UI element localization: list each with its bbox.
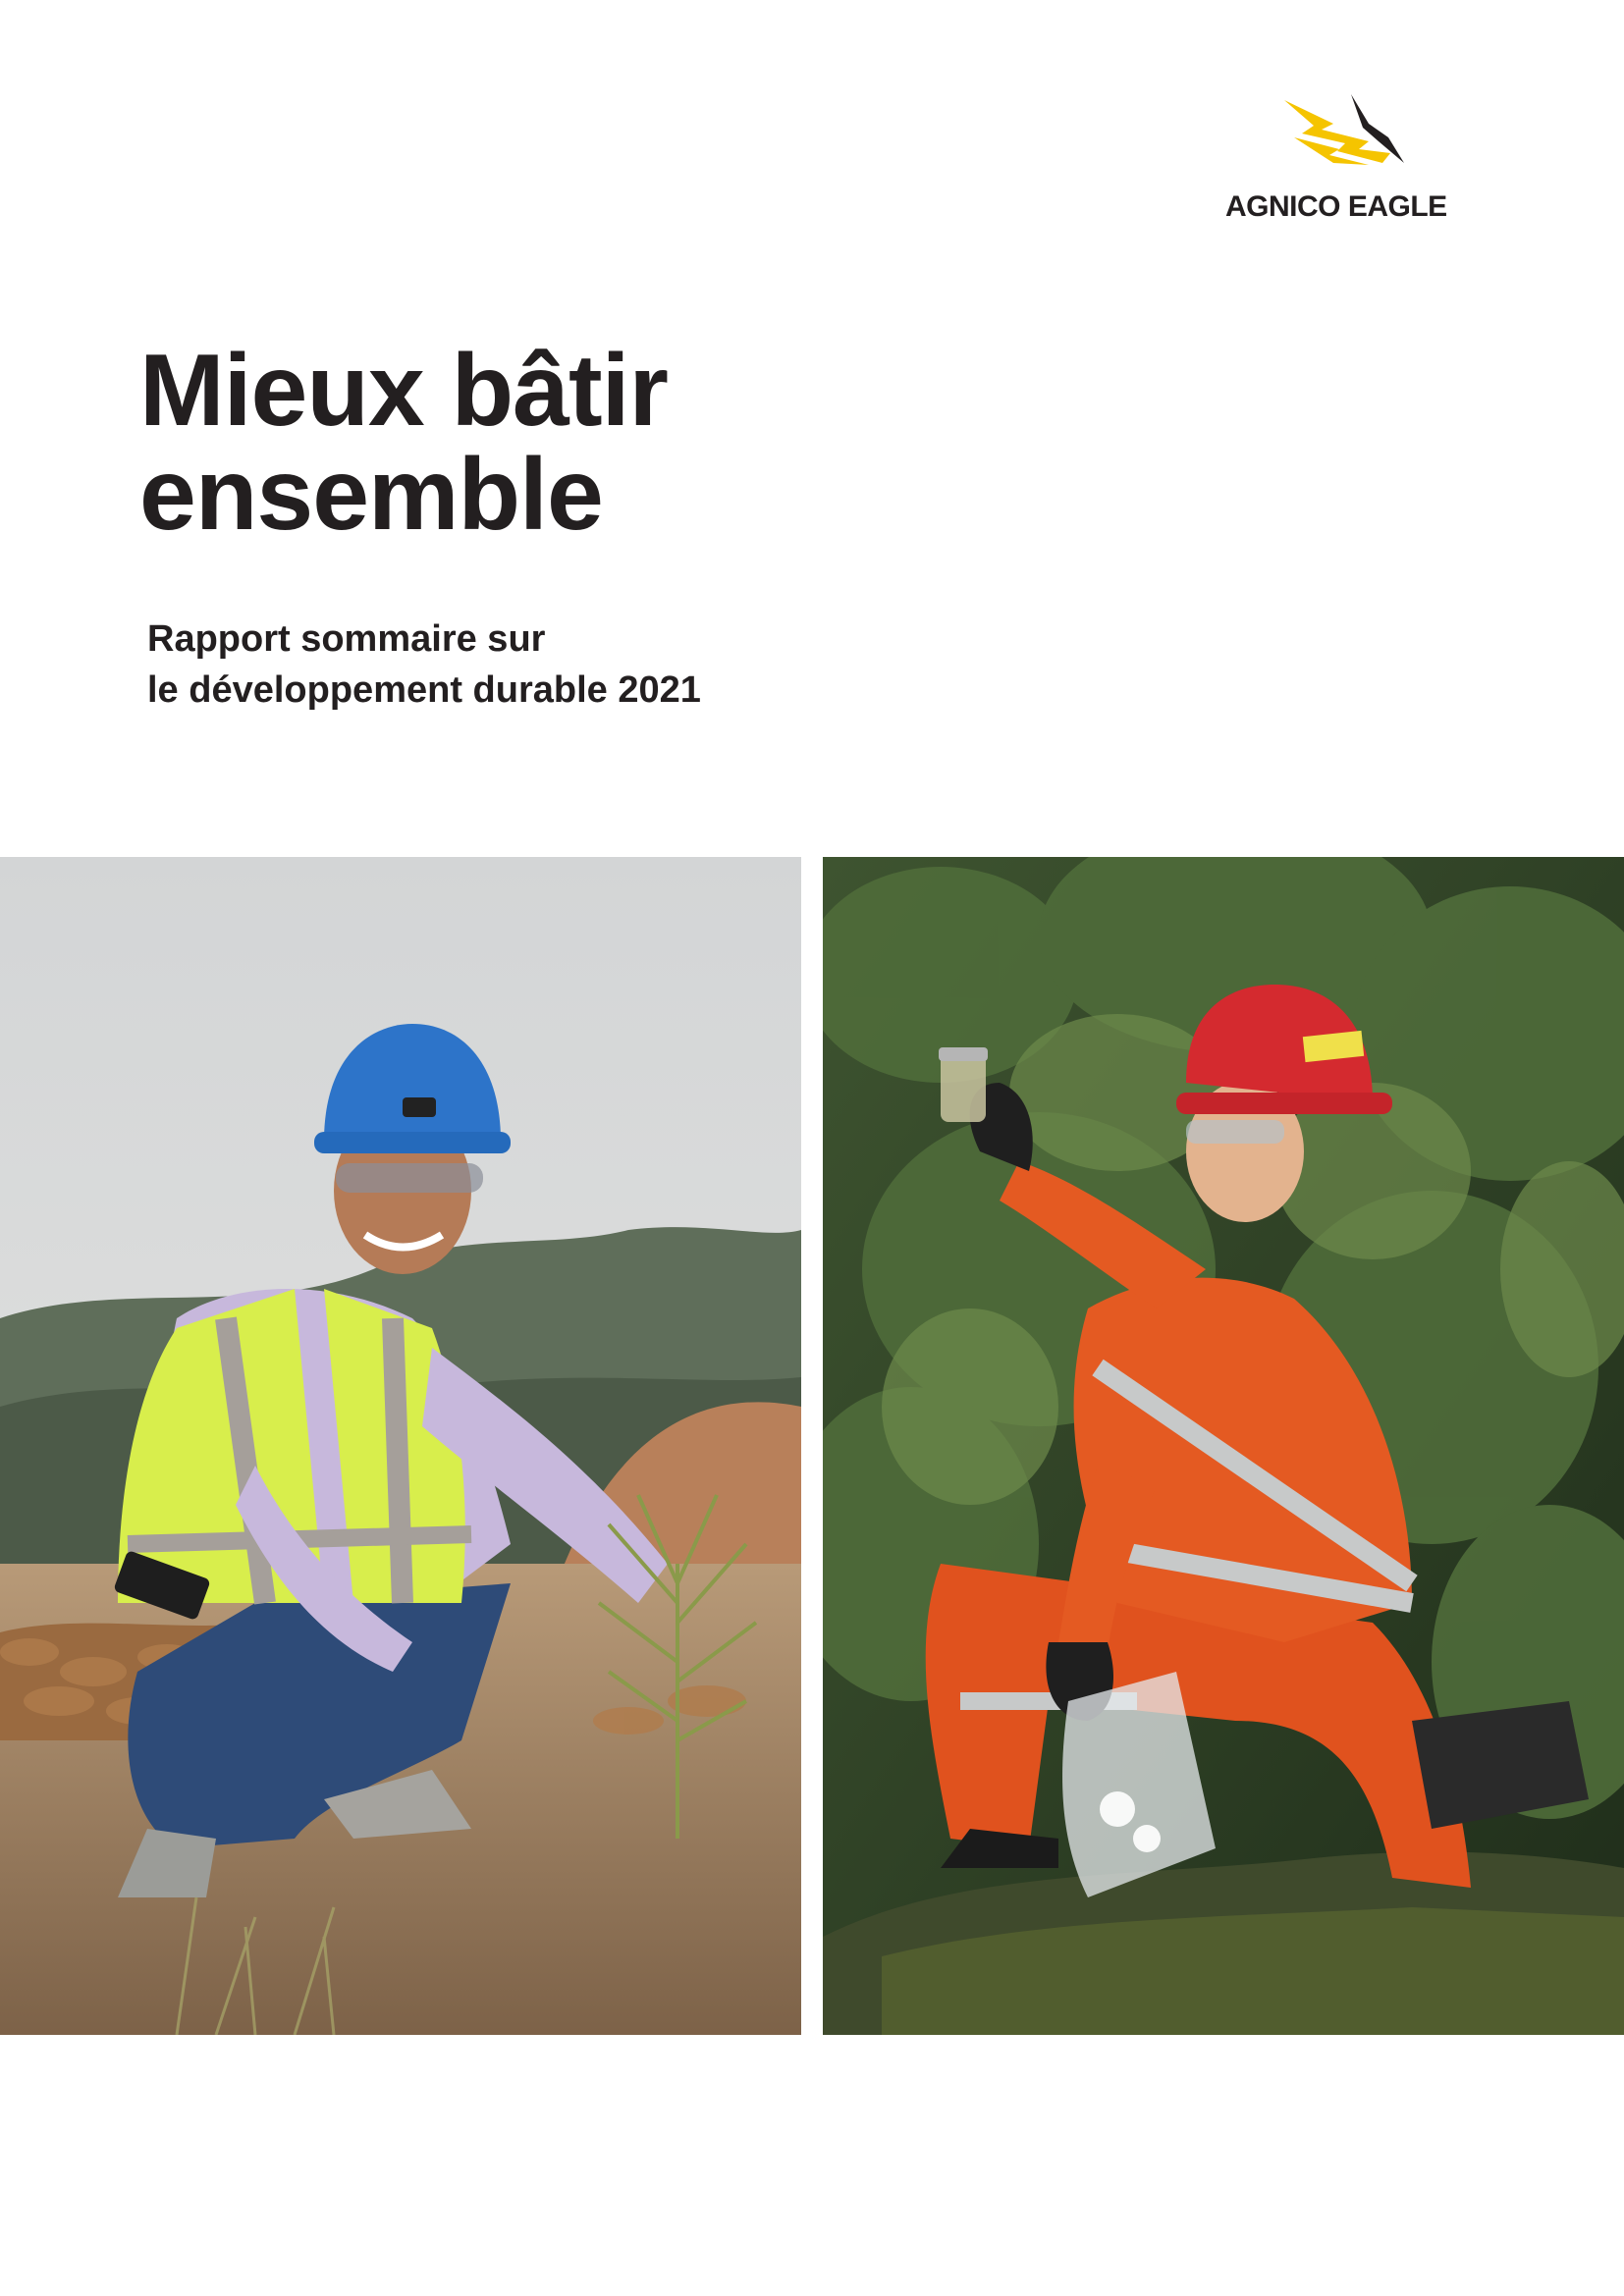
photo-worker-water-sample — [823, 857, 1624, 2035]
photo-worker-planting-seedling — [0, 857, 801, 2035]
title-line: Mieux bâtir — [139, 334, 668, 448]
title-line: ensemble — [139, 438, 603, 552]
brand-logo — [1218, 94, 1492, 232]
subtitle-line: Rapport sommaire sur — [147, 618, 546, 660]
page-title — [139, 334, 668, 552]
brand-name: AGNICO EAGLE — [1225, 190, 1447, 223]
subtitle-line: le développement durable 2021 — [147, 669, 701, 711]
eagle-logo-icon — [1274, 94, 1412, 177]
report-subtitle — [147, 614, 701, 716]
